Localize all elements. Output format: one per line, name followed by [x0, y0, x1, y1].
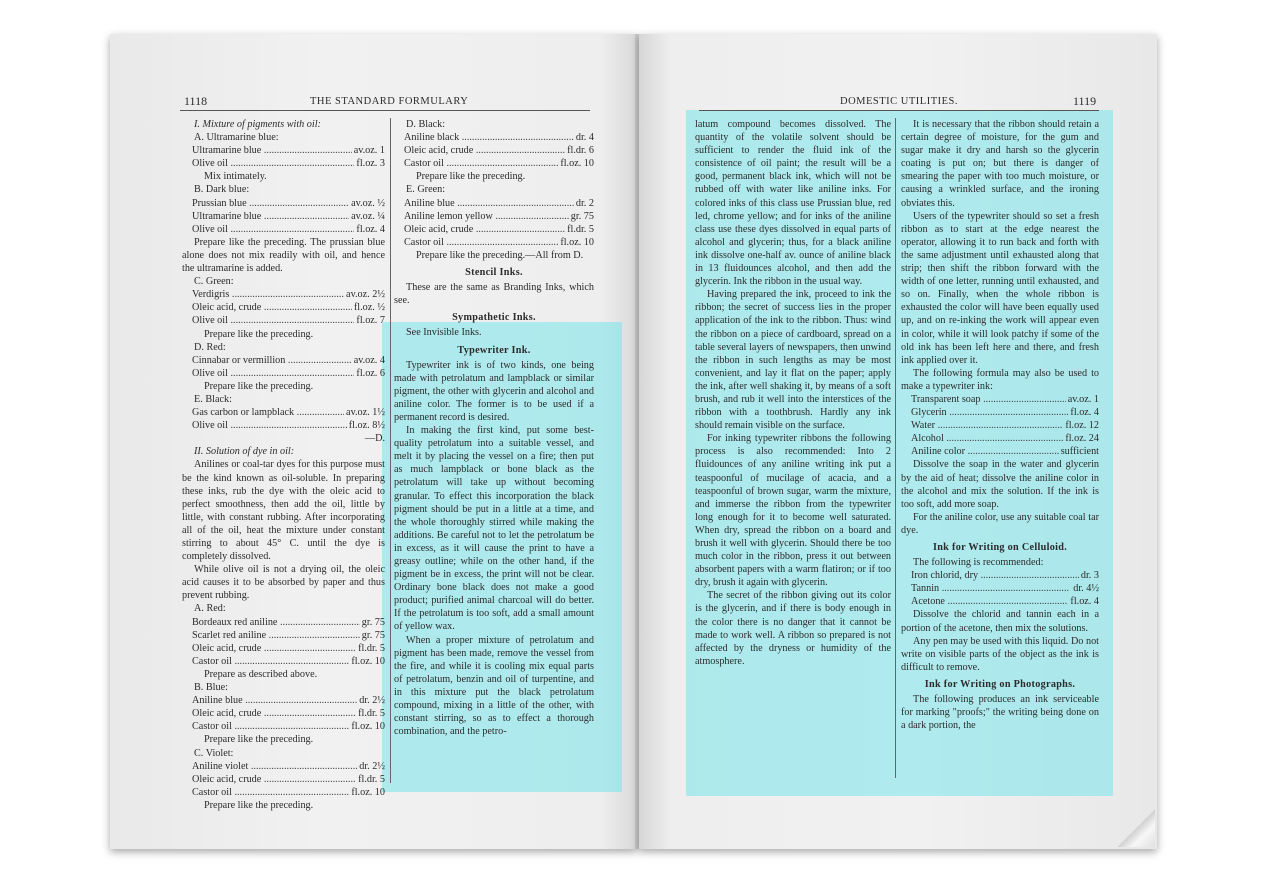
- instruction-note: Prepare as described above.: [204, 668, 318, 680]
- ingredient-amount: av.oz. ¼: [351, 210, 385, 222]
- ingredient-amount: av.oz. 2½: [346, 289, 385, 301]
- right-column-1: [695, 118, 891, 668]
- ingredient-name: Verdigris .....: [192, 288, 344, 301]
- ingredient-amount: fl.oz. 10: [351, 655, 385, 667]
- header-rule-left: [180, 110, 590, 111]
- recipe-label: C. Violet:: [194, 747, 234, 759]
- left-column-1: [182, 118, 385, 812]
- ingredient-name: Oleic acid, crude .....: [192, 707, 356, 720]
- ingredient-amount: fl.oz. 10: [351, 786, 385, 798]
- ingredient-amount: dr. 3: [1080, 570, 1099, 582]
- ingredient-amount: fl.oz. 10: [560, 236, 594, 248]
- formula-row: [911, 595, 1099, 608]
- ingredient-amount: av.oz. ½: [351, 197, 385, 209]
- formula-row: [192, 288, 385, 301]
- paragraph: The following is recommended:: [913, 557, 1044, 569]
- ingredient-amount: av.oz. 1: [353, 145, 385, 157]
- formula-row: [192, 144, 385, 157]
- ingredient-name: Castor oil .....: [404, 236, 558, 249]
- ingredient-name: Oleic acid, crude .....: [404, 223, 565, 236]
- paragraph: Prepare like the preceding. The prussian blue alone does not mix readily with oil, and hence the ultramarine is added.: [182, 236, 385, 275]
- paragraph: It is necessary that the ribbon should retain a certain degree of moisture, for the gum and sugar make it dry and harsh so the glycerin coating is put on; but there is danger of smearing the paper with too much moisture, or causing a wrinkled surface, and the ironing obviates this.: [901, 119, 1099, 209]
- recipe-label: A. Red:: [194, 603, 226, 615]
- formula-row: [192, 629, 385, 642]
- ingredient-amount: dr. 2½: [359, 760, 385, 772]
- ingredient-amount: fl.oz. 12: [1065, 420, 1099, 432]
- formula-row: [911, 419, 1099, 432]
- paragraph: Dissolve the soap in the water and glycerin by the aid of heat; dissolve the aniline color in the alcohol and mix the solution. If the ink is too soft, add more soap.: [901, 459, 1099, 510]
- ingredient-name: Water .....: [911, 419, 1063, 432]
- ingredient-amount: gr. 75: [570, 210, 594, 222]
- ingredient-amount: av.oz. 4: [353, 354, 385, 366]
- paragraph: Any pen may be used with this liquid. Do not write on visible parts of the object as the ink is difficult to remove.: [901, 635, 1099, 673]
- formula-row: [911, 406, 1099, 419]
- ingredient-amount: fl.dr. 5: [358, 642, 385, 654]
- ingredient-name: Tannin .....: [911, 582, 1071, 595]
- ingredient-amount: fl.oz. 4: [1070, 407, 1099, 419]
- formula-row: [192, 210, 385, 223]
- ingredient-name: Olive oil .....: [192, 223, 354, 236]
- ingredient-name: Castor oil .....: [404, 157, 558, 170]
- ingredient-amount: fl.oz. 24: [1065, 433, 1099, 445]
- formula-row: [911, 582, 1099, 595]
- paragraph: For inking typewriter ribbons the following process is also recommended: Into 2 fluidounces of any aniline writing ink put a teaspoonful of mucilage of acacia, and a teaspoonful of brown sugar, warm the mixture, and immerse the ribbon from the typewriter long enough for it to become well saturated. When dry, spread the ribbon on a board and brush it well with glycerin. Should there be too much color in the ribbon, press it out between absorbent papers with a warm flatiron; or if too dry, brush it again with glycerin.: [695, 433, 891, 589]
- paragraph: Having prepared the ink, proceed to ink the ribbon; the secret of success lies in the proper application of the ink to the ribbon. Thus: wind the ribbon on a piece of cardboard, spread on a table several layers of newspapers, then unwind the ribbon in such lengths as may be most convenient, and lay it flat on the paper; apply the ink, after well shaking it, by means of a soft brush, and rub it well into the interstices of the ribbon with a toothbrush. Hardly any ink should remain visible on the surface.: [695, 289, 891, 432]
- recipe-label: D. Red:: [194, 341, 226, 353]
- ingredient-name: Aniline violet .....: [192, 760, 357, 773]
- recipe-label: E. Green:: [406, 184, 446, 196]
- formula-row: [404, 144, 594, 157]
- ingredient-name: Iron chlorid, dry .....: [911, 569, 1079, 582]
- ingredient-amount: fl.oz. 3: [356, 158, 385, 170]
- section-heading: Ink for Writing on Celluloid.: [932, 542, 1068, 553]
- ingredient-name: Scarlet red aniline .....: [192, 629, 360, 642]
- formula-row: [911, 445, 1099, 458]
- paragraph: These are the same as Branding Inks, which see.: [394, 282, 594, 307]
- ingredient-amount: fl.dr. 5: [358, 708, 385, 720]
- formula-row: [192, 223, 385, 236]
- ingredient-amount: fl.oz. 4: [356, 223, 385, 235]
- instruction-note: Prepare like the preceding.: [204, 328, 314, 340]
- formula-row: [192, 301, 385, 314]
- ingredient-amount: av.oz. 1½: [346, 407, 385, 419]
- formula-row: [192, 760, 385, 773]
- ingredient-amount: fl.oz. 10: [351, 721, 385, 733]
- formula-row: [192, 314, 385, 327]
- formula-row: [404, 157, 594, 170]
- ingredient-amount: fl.dr. 5: [358, 773, 385, 785]
- instruction-note: Mix intimately.: [204, 171, 267, 183]
- ingredient-name: Ultramarine blue .....: [192, 210, 349, 223]
- formula-row: [192, 406, 385, 419]
- right-page: [639, 34, 1157, 849]
- formula-row: [911, 569, 1099, 582]
- instruction-note: Prepare like the preceding.: [204, 380, 314, 392]
- ingredient-amount: fl.oz. 10: [560, 158, 594, 170]
- ingredient-name: Olive oil .....: [192, 367, 354, 380]
- open-book: [110, 34, 1160, 854]
- formula-row: [192, 707, 385, 720]
- ingredient-name: Olive oil .....: [192, 419, 347, 432]
- header-rule-right: [699, 110, 1099, 111]
- recipe-label: B. Dark blue:: [194, 184, 250, 196]
- instruction-note: Prepare like the preceding.: [204, 799, 314, 811]
- paragraph: While olive oil is not a drying oil, the oleic acid causes it to be absorbed by paper and thus prevent rubbing.: [182, 564, 385, 602]
- left-column-2: [394, 118, 594, 738]
- ingredient-name: Aniline blue .....: [404, 197, 574, 210]
- ingredient-name: Acetone .....: [911, 595, 1068, 608]
- subsection-title: I. Mixture of pigments with oil:: [194, 119, 321, 130]
- paragraph: When a proper mixture of petrolatum and pigment has been made, remove the vessel from the fire, and while it is cooling mix equal parts of petrolatum, benzin and oil of turpentine, and in this mixture put the black petrolatum compound, mixing in a little of the other, with constant stirring, so as to effect a thorough combination, and the petro-: [394, 634, 594, 738]
- ingredient-amount: fl.dr. 6: [567, 145, 594, 157]
- ingredient-name: Prussian blue .....: [192, 197, 349, 210]
- formula-row: [404, 197, 594, 210]
- recipe-label: D. Black:: [406, 119, 446, 130]
- ingredient-amount: fl.oz. 7: [356, 315, 385, 327]
- instruction-note: Prepare like the preceding.—All from D.: [416, 249, 584, 261]
- formula-row: [192, 157, 385, 170]
- ingredient-amount: fl.oz. 4: [1070, 596, 1099, 608]
- recipe-label: C. Green:: [194, 276, 234, 288]
- column-divider-left: [390, 118, 391, 783]
- ingredient-name: Oleic acid, crude .....: [404, 144, 565, 157]
- attribution: —D.: [364, 433, 385, 445]
- formula-row: [911, 432, 1099, 445]
- running-head-left: THE STANDARD FORMULARY: [310, 96, 469, 107]
- formula-row: [192, 720, 385, 733]
- ingredient-amount: sufficient: [1060, 446, 1099, 458]
- formula-row: [404, 131, 594, 144]
- paragraph: Dissolve the chlorid and tannin each in a portion of the acetone, then mix the solutions.: [901, 609, 1099, 634]
- ingredient-name: Bordeaux red aniline .....: [192, 616, 360, 629]
- formula-row: [192, 694, 385, 707]
- paragraph: Typewriter ink is of two kinds, one being made with petrolatum and lampblack or similar pigment, the other with glycerin and alcohol and aniline color. The former is to be used if a permanent record is desired.: [394, 359, 594, 423]
- instruction-note: Prepare like the preceding.: [416, 171, 526, 183]
- paragraph: For the aniline color, use any suitable coal tar dye.: [901, 511, 1099, 536]
- formula-row: [192, 773, 385, 786]
- formula-row: [404, 210, 594, 223]
- ingredient-name: Gas carbon or lampblack .....: [192, 406, 344, 419]
- ingredient-amount: fl.dr. 5: [567, 223, 594, 235]
- formula-row: [192, 354, 385, 367]
- ingredient-name: Aniline blue .....: [192, 694, 357, 707]
- formula-row: [192, 786, 385, 799]
- ingredient-name: Oleic acid, crude .....: [192, 642, 356, 655]
- column-divider-right: [895, 118, 896, 778]
- ingredient-name: Castor oil .....: [192, 786, 349, 799]
- formula-row: [192, 419, 385, 432]
- ingredient-amount: av.oz. 1: [1067, 393, 1099, 405]
- paragraph: The secret of the ribbon giving out its color is the glycerin, and if there is body enough in the color there is no danger that it cannot be made to work well. A ribbon so prepared is not affected by the dryness or humidity of the atmosphere.: [695, 590, 891, 667]
- section-heading: Ink for Writing on Photographs.: [924, 678, 1076, 690]
- ingredient-name: Cinnabar or vermillion .....: [192, 354, 352, 367]
- ingredient-name: Oleic acid, crude .....: [192, 301, 352, 314]
- paragraph: The following formula may also be used to make a typewriter ink:: [901, 367, 1099, 392]
- page-curl: [1117, 809, 1155, 847]
- left-page: [110, 34, 637, 849]
- ingredient-amount: fl.oz. 6: [356, 367, 385, 379]
- paragraph: In making the first kind, put some best-quality petrolatum into a suitable vessel, and melt it by placing the vessel on a fire; then put as much lampblack or bone black as the petrolatum will take up without becoming granular. To effect this incorporation the black pigment should be put in a little at a time, and the whole thoroughly stirred while making the additions. Be careful not to let the petrolatum be in excess, as it will cause the print to have a greasy outline; while on the other hand, if the pigment be in excess, the print will not be clear. Ordinary bone black does not make a good product; purified animal charcoal will do better. If the petrolatum is too soft, add a small amount of yellow wax.: [394, 425, 594, 633]
- recipe-label: E. Black:: [194, 393, 232, 405]
- formula-row: [404, 236, 594, 249]
- paragraph: Users of the typewriter should so set a fresh ribbon as to start at the edge nearest the operator, allowing it to run back and forth with the same adjustment until exhausted along that strip; then shift the ribbon forward with the width of one letter, running until exhausted, and so on. Finally, when the whole ribbon is exhausted the color will have been equally used up, and on re-inking the work will appear even in color, while it will look patchy if some of the old ink has been left here and there, and fresh ink applied over it.: [901, 210, 1099, 366]
- ingredient-amount: dr. 4: [575, 132, 594, 144]
- running-head-right: DOMESTIC UTILITIES.: [840, 96, 958, 107]
- ingredient-name: Aniline lemon yellow .....: [404, 210, 569, 223]
- formula-row: [192, 367, 385, 380]
- ingredient-name: Oleic acid, crude .....: [192, 773, 356, 786]
- formula-row: [192, 642, 385, 655]
- ingredient-name: Olive oil .....: [192, 314, 354, 327]
- ingredient-name: Aniline black .....: [404, 131, 574, 144]
- ingredient-name: Aniline color .....: [911, 445, 1059, 458]
- paragraph: latum compound becomes dissolved. The quantity of the volatile solvent should be sufficient to render the fluid ink of the consistence of oil paint; the result will be a good, permanent black ink, which will not be rubbed off with water like aniline inks. For colored inks of this class use Prussian blue, red led, chrome yellow; and for inks of the aniline class use these dyes dissolved in equal parts of alcohol and glycerin; thus, for a black aniline ink dissolve one-half av. ounce of aniline black in 13 fluidounces alcohol, and then add the glycerin. Ink the ribbon in the usual way.: [695, 119, 891, 288]
- paragraph: See Invisible Inks.: [406, 327, 482, 339]
- section-heading: Stencil Inks.: [465, 267, 523, 279]
- ingredient-amount: dr. 2½: [359, 695, 385, 707]
- instruction-note: Prepare like the preceding.: [204, 734, 314, 746]
- formula-row: [192, 616, 385, 629]
- section-heading: Typewriter Ink.: [457, 344, 531, 356]
- paragraph: The following produces an ink serviceable for marking "proofs;" the writing being done on a dark portion, the: [901, 694, 1099, 732]
- ingredient-amount: dr. 4½: [1073, 583, 1099, 595]
- ingredient-name: Ultramarine blue .....: [192, 144, 352, 157]
- ingredient-name: Castor oil .....: [192, 720, 349, 733]
- ingredient-amount: gr. 75: [361, 629, 385, 641]
- recipe-label: A. Ultramarine blue:: [194, 132, 279, 144]
- formula-row: [404, 223, 594, 236]
- ingredient-name: Castor oil .....: [192, 655, 349, 668]
- recipe-label: B. Blue:: [194, 682, 228, 694]
- ingredient-name: Glycerin .....: [911, 406, 1068, 419]
- subsection-title: II. Solution of dye in oil:: [194, 446, 295, 458]
- page-number-left: 1118: [184, 94, 208, 108]
- ingredient-amount: fl.oz. 8½: [348, 420, 385, 432]
- formula-row: [192, 655, 385, 668]
- ingredient-name: Transparent soap .....: [911, 393, 1066, 406]
- page-number-right: 1119: [1073, 94, 1097, 108]
- paragraph: Anilines or coal-tar dyes for this purpose must be the kind known as oil-soluble. In preparing these inks, rub the dye with the oleic acid to perfect smoothness, then add the oil, little by little, with constant rubbing. After incorporating all of the oil, heat the mixture under constant stirring to about 45° C. until the dye is completely dissolved.: [182, 459, 385, 563]
- ingredient-amount: gr. 75: [361, 616, 385, 628]
- formula-row: [911, 393, 1099, 406]
- ingredient-amount: fl.oz. ½: [353, 302, 385, 314]
- formula-row: [192, 197, 385, 210]
- section-heading: Sympathetic Inks.: [452, 312, 536, 324]
- ingredient-amount: dr. 2: [575, 197, 594, 209]
- ingredient-name: Olive oil .....: [192, 157, 354, 170]
- right-column-2: [901, 118, 1099, 732]
- ingredient-name: Alcohol .....: [911, 432, 1063, 445]
